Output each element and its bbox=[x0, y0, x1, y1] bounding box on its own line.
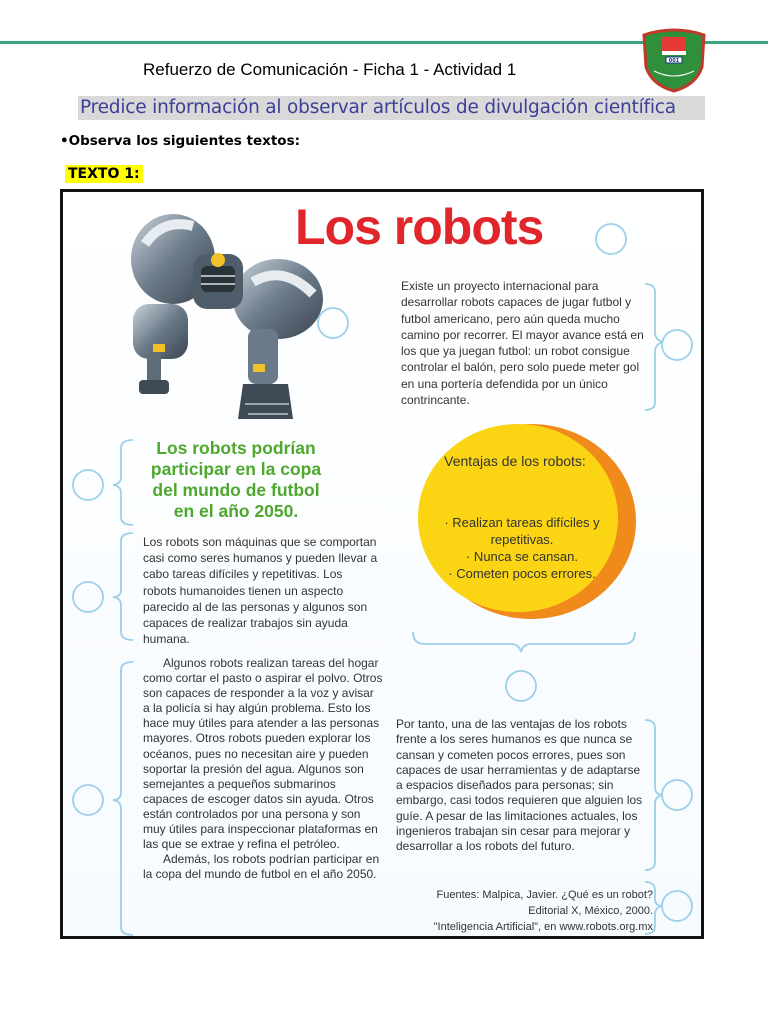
headline: Los robots podrían participar en la copa del mundo de futbol en el año 2050. bbox=[150, 438, 322, 521]
advantage-item: · Cometen pocos errores. bbox=[448, 566, 596, 581]
robot-illustration bbox=[93, 204, 323, 434]
source-line: Fuentes: Malpica, Javier. ¿Qué es un robot? bbox=[436, 889, 653, 901]
tasks-paragraph bbox=[143, 656, 383, 882]
advantage-item: · Realizan tareas difíciles y repetitivas. bbox=[444, 515, 600, 547]
school-badge-logo bbox=[640, 27, 708, 93]
worksheet-title: Refuerzo de Comunicación - Ficha 1 - Actividad 1 bbox=[143, 60, 517, 79]
conclusion-paragraph: Por tanto, una de las ventajas de los robots frente a los seres humanos es que nunca se cansan y cometen pocos errores, pues son capaces de usar herramientas y de adaptarse a espacios diseñados para personas; sin embargo, casi todos requieren que alguien los guíe. A pesar de las limitaciones actuales, los ingenieros trabajan sin cesar para mejorar y desarrollar a los robots del futuro. bbox=[396, 717, 643, 854]
article-title: Los robots bbox=[295, 199, 544, 255]
sources-block bbox=[393, 887, 653, 935]
text-label: TEXTO 1: bbox=[65, 165, 143, 183]
source-line: Editorial X, México, 2000. bbox=[528, 905, 653, 917]
advantages-list bbox=[432, 514, 612, 582]
intro-paragraph: Existe un proyecto internacional para desarrollar robots capaces de jugar futbol y futbol americano, pero aún queda mucho camino por recorrer. El mayor avance está en los que ya juegan futbol: un robot consigue controlar el balón, pero solo puede meter gol en una portería defendida por un único contrincante. bbox=[401, 279, 644, 408]
badge-number: 001 bbox=[668, 58, 680, 64]
tasks-paragraph-end: Además, los robots podrían participar en la copa del mundo de futbol en el año 2050. bbox=[143, 852, 380, 882]
advantage-item: · Nunca se cansan. bbox=[465, 549, 578, 564]
article-frame bbox=[60, 189, 704, 939]
advantages-circle bbox=[418, 424, 643, 624]
worksheet-subtitle: Predice información al observar artículos de divulgación científica bbox=[78, 96, 705, 120]
instruction-bullet: •Observa los siguientes textos: bbox=[60, 133, 301, 149]
machines-paragraph: Los robots son máquinas que se comportan casi como seres humanos y pueden llevar a cabo tareas difíciles y repetitivas. Los robots humanoides tienen un aspecto parecido al de las personas y algunos son capaces de realizar trabajos sin ayuda humana. bbox=[143, 535, 378, 647]
advantages-title: Ventajas de los robots: bbox=[444, 453, 586, 469]
source-line: "Inteligencia Artificial", en www.robots.org.mx bbox=[433, 921, 653, 933]
tasks-paragraph-text: Algunos robots realizan tareas del hogar como cortar el pasto o aspirar el polvo. Otros son capaces de responder a la voz y avisar a la policía si hay algún problema. Esto los hace muy útiles para atender a las personas mayores. Otros robots pueden explorar los océanos, pues no necesitan aire y pueden soportar la presión del agua. Algunos son semejantes a pequeños submarinos capaces de escoger datos sin ayuda. Otros están controlados por una persona y son muy útiles para inspeccionar plataformas en las que se extrae y refina el petróleo. bbox=[143, 656, 383, 852]
